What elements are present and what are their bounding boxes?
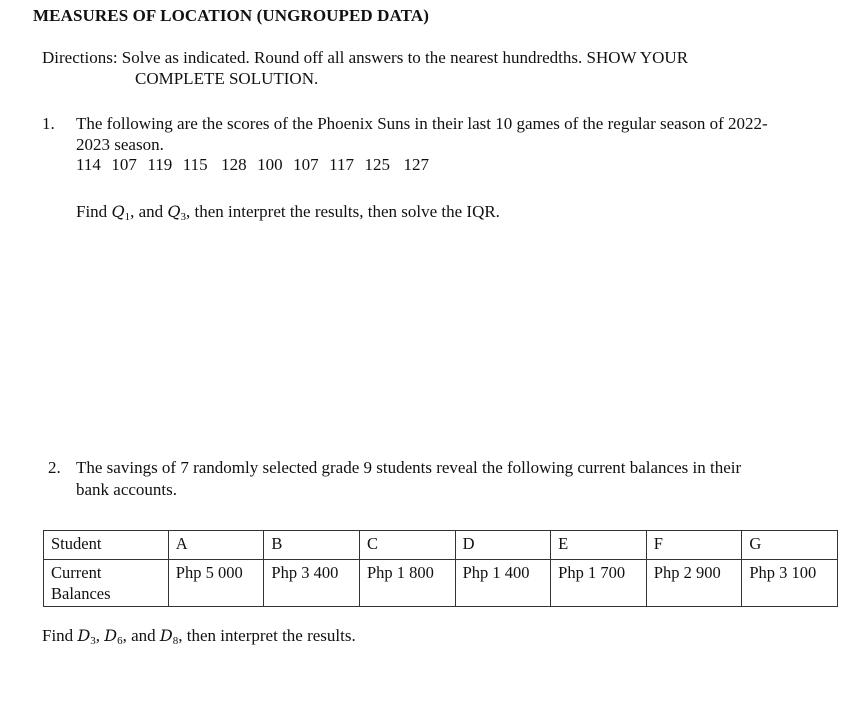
score-item: 107 — [111, 155, 137, 174]
question-1-text-line-1: The following are the scores of the Phoenix Suns in their last 10 games of the regular season of 2022- — [76, 114, 768, 133]
d-subscript: 6 — [117, 635, 123, 647]
instruction-text: , — [95, 626, 105, 645]
question-1-number: 1. — [42, 114, 55, 133]
question-1-instruction — [76, 202, 500, 223]
instruction-text: , and — [130, 202, 168, 221]
score-item: 125 — [364, 155, 390, 174]
instruction-text: , then interpret the results, then solve the IQR. — [185, 202, 500, 221]
balance-label-line-1: Current — [51, 563, 102, 582]
score-item: 128 — [221, 155, 247, 174]
table-cell-student-label: Student — [44, 531, 169, 560]
d-subscript: 3 — [90, 635, 96, 647]
d-variable: D — [77, 626, 91, 645]
question-2-text-line-1: The savings of 7 randomly selected grade 9 students reveal the following current balances in their — [76, 458, 742, 477]
table-cell-student: G — [742, 531, 838, 560]
score-item: 107 — [293, 155, 319, 174]
table-cell-student: C — [359, 531, 455, 560]
question-2-text-line-2: bank accounts. — [76, 480, 178, 499]
table-cell-balance: Php 3 100 — [742, 560, 838, 607]
table-cell-student: D — [455, 531, 551, 560]
q-variable: Q — [167, 202, 181, 221]
q-subscript: 3 — [180, 211, 186, 223]
score-item: 100 — [257, 155, 283, 174]
q-subscript: 1 — [124, 211, 131, 223]
table-cell-student: F — [646, 531, 742, 560]
score-item: 119 — [147, 155, 173, 174]
score-item: 115 — [182, 155, 208, 174]
table-cell-balance: Php 5 000 — [168, 560, 264, 607]
savings-table — [43, 530, 838, 607]
d-variable: D — [159, 626, 173, 645]
table-row — [44, 560, 838, 607]
table-cell-balance: Php 1 700 — [551, 560, 647, 607]
table-cell-student: E — [551, 531, 647, 560]
question-2-number: 2. — [48, 458, 61, 477]
table-cell-student: B — [264, 531, 360, 560]
score-item: 114 — [76, 155, 101, 174]
instruction-text: , then interpret the results. — [178, 626, 356, 645]
directions-line-2: COMPLETE SOLUTION. — [135, 69, 319, 88]
d-subscript: 8 — [172, 635, 179, 647]
table-cell-student: A — [168, 531, 264, 560]
score-item: 127 — [403, 155, 429, 174]
directions-line-1: Directions: Solve as indicated. Round off all answers to the nearest hundredths. SHOW YOUR — [42, 48, 689, 67]
scores-list — [76, 155, 440, 175]
question-1-text-line-2: 2023 season. — [76, 135, 164, 154]
table-cell-balance-label — [44, 560, 169, 607]
table-cell-balance: Php 1 800 — [359, 560, 455, 607]
question-2-instruction — [42, 626, 356, 647]
instruction-text: , and — [122, 626, 160, 645]
table-cell-balance: Php 2 900 — [646, 560, 742, 607]
instruction-text: Find — [42, 626, 78, 645]
table-header-row — [44, 531, 838, 560]
balance-label-line-2: Balances — [51, 584, 111, 603]
score-item: 117 — [329, 155, 354, 174]
table-cell-balance: Php 1 400 — [455, 560, 551, 607]
page-title: MEASURES OF LOCATION (UNGROUPED DATA) — [33, 6, 429, 25]
d-variable: D — [104, 626, 118, 645]
table-cell-balance: Php 3 400 — [264, 560, 360, 607]
q-variable: Q — [111, 202, 125, 221]
instruction-text: Find — [76, 202, 112, 221]
